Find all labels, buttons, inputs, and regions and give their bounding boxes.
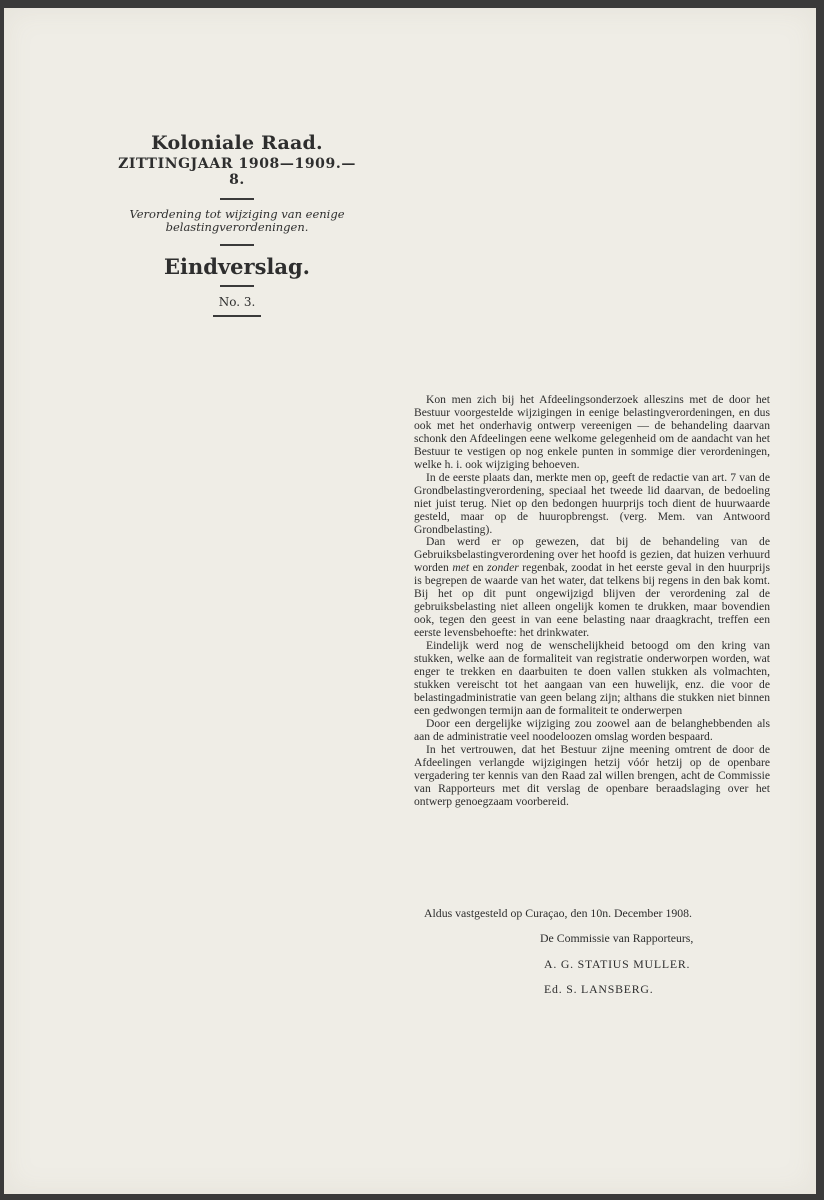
- paragraph-text: en: [469, 561, 488, 575]
- subject-line-2: belastingverordeningen.: [165, 220, 309, 234]
- session-year: ZITTINGJAAR 1908—1909.—8.: [118, 156, 356, 188]
- paragraph-text: Dan werd er op gewezen, dat bij de behandeling van de Gebruiksbelastingverordening over het hoofd is gezien, dat huizen verhuurd worden: [414, 535, 770, 575]
- report-body: [414, 394, 770, 809]
- divider: [213, 315, 261, 317]
- document-page: [4, 8, 816, 1194]
- divider: [220, 244, 254, 246]
- paragraph: Kon men zich bij het Afdeelingsonderzoek alleszins met de door het Bestuur voorgestelde wijzigingen in eenige belastingverordeningen, en dus ook met het onderhavig ontwerp vereenigen — de behandeling daarvan schonk den Afdeelingen eene welkome gelegenheid om de aandacht van het Bestuur te vestigen op nog enkele punten in sommige dier verordeningen, welke h. i. ook wijziging behoeven.: [414, 393, 770, 471]
- paragraph: In de eerste plaats dan, merkte men op, geeft de redactie van art. 7 van de Grondbelastingverordening, speciaal het tweede lid daarvan, de bedoeling niet juist terug. Niet op den bedongen huurprijs toch dient de huurwaarde gesteld, maar op de huuropbrengst. (verg. Mem. van Antwoord Grondbelasting).: [414, 470, 770, 536]
- paragraph: Door een dergelijke wijziging zou zoowel aan de belanghebbenden als aan de administratie veel noodeloozen omslag worden bespaard.: [414, 716, 770, 743]
- signatory: Ed. S. LANSBERG.: [544, 982, 654, 996]
- divider: [220, 198, 254, 200]
- paragraph: In het vertrouwen, dat het Bestuur zijne meening omtrent de door de Afdeelingen verlangde wijzigingen hetzij vóór hetzij op de openbare vergadering ter kennis van den Raad zal willen brengen, acht de Commissie van Rapporteurs met dit verslag de openbare beraadslaging over het ontwerp genoegzaam voorbereid.: [414, 742, 770, 808]
- subject-line-1: Verordening tot wijziging van eenige: [129, 207, 345, 221]
- emphasis-without: zonder: [487, 561, 519, 575]
- paragraph-rain-tank: [414, 536, 770, 640]
- committee-name: De Commissie van Rapporteurs,: [540, 931, 694, 945]
- council-title: Koloniale Raad.: [151, 132, 323, 154]
- paragraph-text: regenbak, zoodat in het eerste geval in den huurprijs is begrepen de waarde van het water, dat telkens bij regens in den bak komt. Bij het op dit punt ongewijzigd blijven der verordening zal de gebruiksbelasting niet alleen ongelijk komen te drukken, maar bovendien ook, tegen den geest in van eene belasting naar draagkracht, treffen een eerste levensbehoefte: het drinkwater.: [414, 561, 771, 640]
- ordinance-subject: [116, 208, 358, 234]
- paragraph: Eindelijk werd nog de wenschelijkheid betoogd om den kring van stukken, welke aan de formaliteit van registratie onderworpen worden, wat enger te trekken en daarbuiten te doen vallen stukken als volmachten, stukken vereischt tot het aangaan van een huwelijk, enz. die voor de belastingadministratie van geen belang zijn; althans die stukken niet binnen een gedwongen termijn aan de formaliteit te onderwerpen: [414, 639, 770, 717]
- document-header: [116, 132, 358, 317]
- report-type: Eindverslag.: [164, 254, 310, 279]
- divider: [220, 285, 254, 287]
- signatory: A. G. STATIUS MULLER.: [544, 957, 691, 971]
- emphasis-with: met: [452, 561, 470, 575]
- adoption-statement: Aldus vastgesteld op Curaçao, den 10n. December 1908.: [424, 906, 692, 920]
- document-number: No. 3.: [218, 295, 256, 309]
